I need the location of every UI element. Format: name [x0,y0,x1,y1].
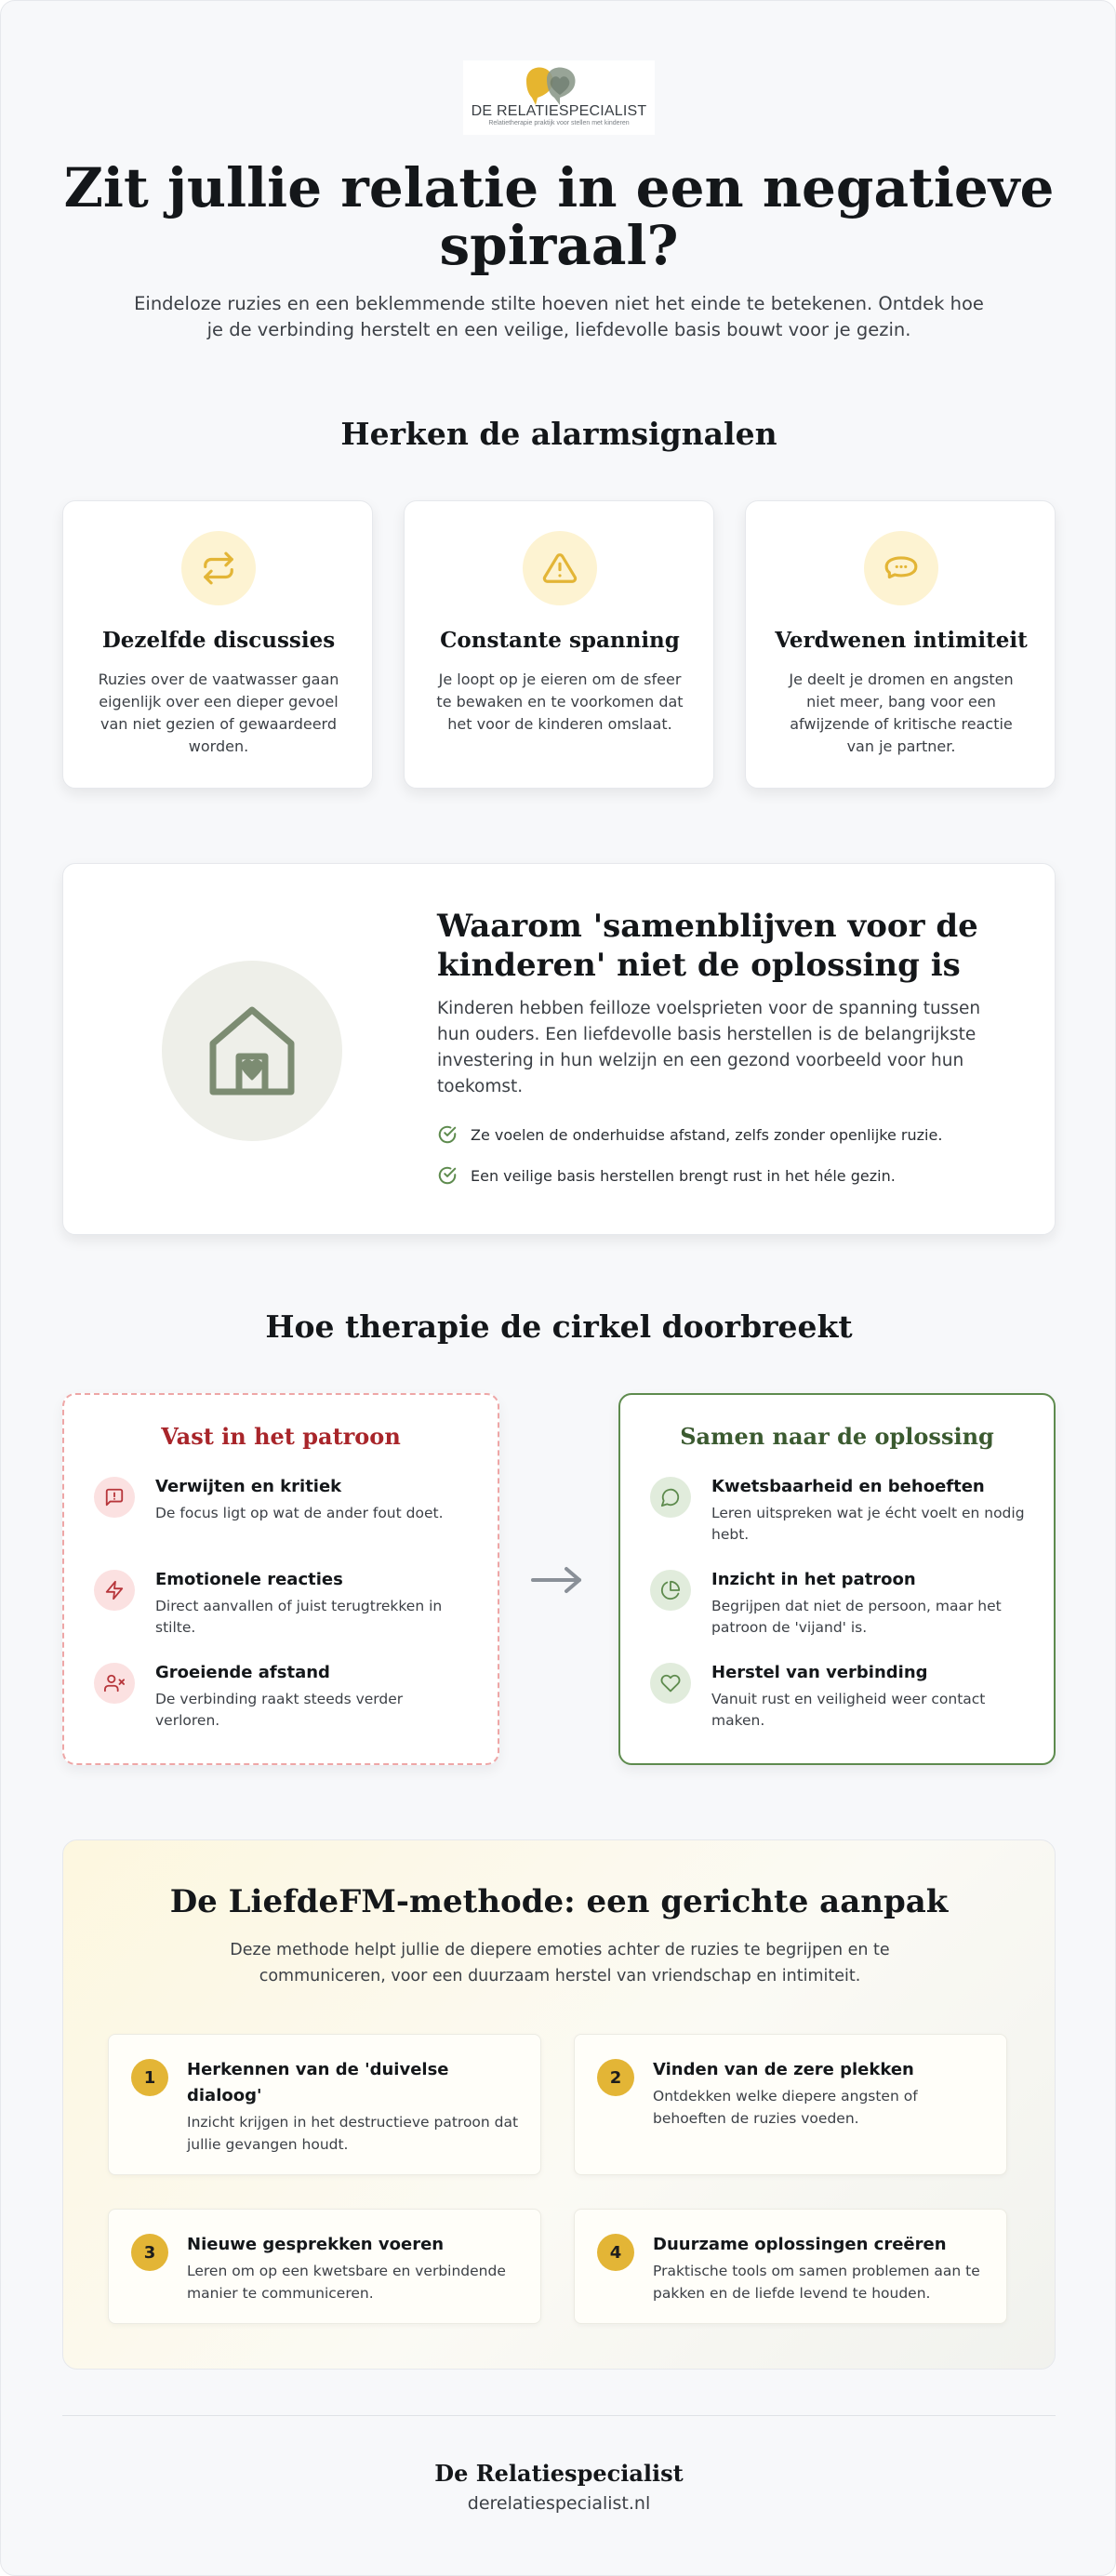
step-number: 3 [131,2234,168,2271]
heart-speech-logo-icon [523,64,595,105]
step-text: Ontdekken welke diepere angsten of behoeften de ruzies voeden. [653,2088,918,2127]
stuck-item-text: De verbinding raakt steeds verder verloren. [155,1691,404,1729]
step-title: Herkennen van de 'duivelse dialoog' [187,2060,449,2105]
step-text: Praktische tools om samen problemen aan te pakken en de liefde levend te houden. [653,2263,980,2302]
repeat-icon [181,531,256,605]
solution-item-text: Leren uitspreken wat je écht voelt en nodig hebt. [711,1505,1025,1543]
step-title: Duurzame oplossingen creëren [653,2235,947,2254]
alarm-card-text: Je deelt je dromen en angsten niet meer, bang voor een afwijzende of kritische reactie van je partner. [789,671,1014,755]
footer-name: De Relatiespecialist [434,2460,684,2487]
warning-icon [523,531,597,605]
logo-name: DE RELATIESPECIALIST [471,103,647,119]
alarm-card-text: Je loopt op je eieren om de sfeer te bewaken en te voorkomen dat het voor de kinderen omslaat. [436,671,684,733]
alarm-card [62,500,373,789]
stuck-pattern-box [62,1393,499,1765]
stuck-item-title: Groeiende afstand [155,1663,330,1682]
why-point-text: Ze voelen de onderhuidse afstand, zelfs zonder openlijke ruzie. [471,1125,943,1144]
method-step [108,2209,541,2324]
lightning-icon [94,1570,135,1611]
step-number: 4 [597,2234,634,2271]
chat-bubble-icon [650,1477,691,1518]
footer-url[interactable]: derelatiespecialist.nl [467,2493,651,2514]
therapy-title: Hoe therapie de cirkel doorbreekt [265,1308,853,1345]
method-step [574,2034,1007,2175]
method-step [108,2034,541,2175]
logo-tagline: Relatietherapie praktijk voor stellen met kinderen [488,120,630,126]
why-point-text: Een veilige basis herstellen brengt rust in het héle gezin. [471,1166,896,1185]
step-text: Leren om op een kwetsbare en verbindende manier te communiceren. [187,2263,506,2302]
stuck-item-text: De focus ligt op wat de ander fout doet. [155,1505,444,1521]
check-circle-icon [437,1124,458,1145]
page-title: Zit jullie relatie in een negatieve spiraal? [63,156,1055,277]
why-title: Waarom 'samenblijven voor de kinderen' niet de oplossing is [437,908,978,984]
home-heart-icon [162,961,342,1141]
arrow-right-icon [529,1563,585,1597]
solution-box [618,1393,1056,1765]
step-text: Inzicht krijgen in het destructieve patroon dat jullie gevangen houdt. [187,2114,519,2153]
alarms-title: Herken de alarmsignalen [340,416,777,452]
stuck-item-title: Emotionele reacties [155,1570,343,1589]
solution-item-title: Inzicht in het patroon [711,1570,916,1589]
solution-title: Samen naar de oplossing [680,1423,994,1450]
method-title: De LiefdeFM-methode: een gerichte aanpak [169,1883,949,1920]
page-subtitle: Eindeloze ruzies en een beklemmende stilte hoeven niet het einde te betekenen. Ontdek hoe je de verbinding herstelt en een veilige, liefdevolle basis bouwt voor je gezin. [134,293,984,340]
solution-item-text: Vanuit rust en veiligheid weer contact maken. [711,1691,986,1729]
method-step [574,2209,1007,2324]
alarm-card [404,500,714,789]
footer-divider [62,2415,1056,2416]
stuck-item-title: Verwijten en kritiek [155,1477,342,1496]
method-subtitle: Deze methode helpt jullie de diepere emoties achter de ruzies te begrijpen en te communiceren, voor een duurzaam herstel van vriendschap en intimiteit. [230,1941,890,1985]
step-title: Vinden van de zere plekken [653,2060,914,2079]
stuck-item-text: Direct aanvallen of juist terugtrekken in stilte. [155,1598,443,1636]
method-section [62,1839,1056,2370]
alarm-card [745,500,1056,789]
stuck-pattern-title: Vast in het patroon [161,1423,401,1450]
speech-bubble-icon [864,531,938,605]
alarm-card-title: Dezelfde discussies [101,628,336,653]
step-title: Nieuwe gesprekken voeren [187,2235,445,2254]
step-number: 1 [131,2059,168,2096]
pie-chart-icon [650,1570,691,1611]
logo[interactable] [463,60,655,135]
solution-item-title: Kwetsbaarheid en behoeften [711,1477,985,1496]
message-alert-icon [94,1477,135,1518]
alarm-card-text: Ruzies over de vaatwasser gaan eigenlijk over een dieper gevoel van niet gezien of gewaardeerd worden. [98,671,339,755]
check-circle-icon [437,1165,458,1186]
heart-icon [650,1663,691,1704]
step-number: 2 [597,2059,634,2096]
user-x-icon [94,1663,135,1704]
why-card [62,863,1056,1235]
alarm-card-title: Constante spanning [440,628,680,653]
why-text: Kinderen hebben feilloze voelsprieten voor de spanning tussen hun ouders. Een liefdevolle basis herstellen is de belangrijkste investering in hun welzijn en een gezond voorbeeld voor hun toekomst. [437,999,981,1096]
alarm-card-title: Verdwenen intimiteit [775,628,1028,653]
solution-item-text: Begrijpen dat niet de persoon, maar het patroon de 'vijand' is. [711,1598,1002,1636]
why-point [437,1124,942,1145]
why-point [437,1165,896,1186]
solution-item-title: Herstel van verbinding [711,1663,928,1682]
